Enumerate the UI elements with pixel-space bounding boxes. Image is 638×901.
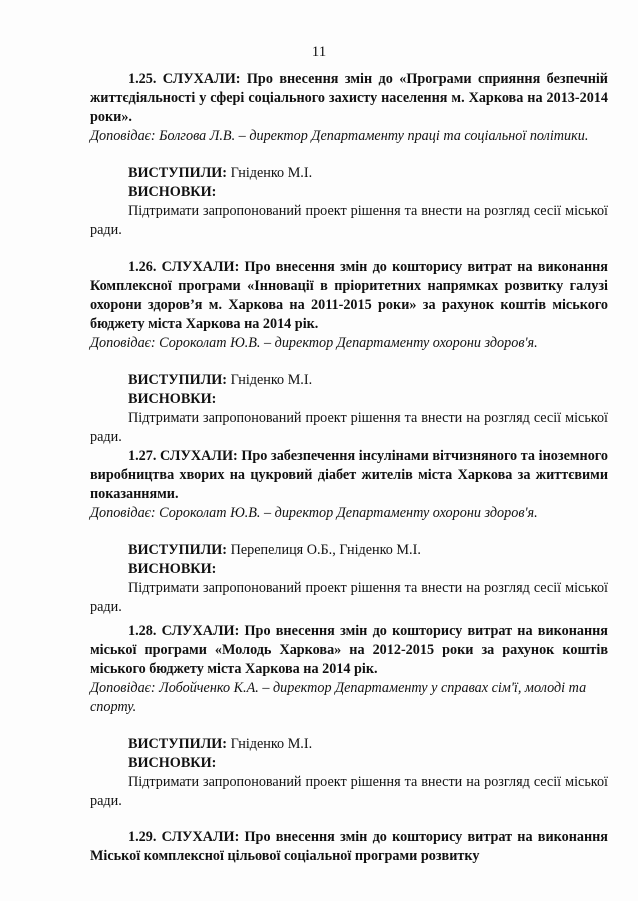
spoke-label: ВИСТУПИЛИ: xyxy=(128,372,228,388)
report-label: Доповідає: xyxy=(90,335,156,351)
report-line xyxy=(90,504,608,523)
report-line xyxy=(90,334,608,353)
agenda-item-1-27 xyxy=(90,447,608,617)
spoke-names: Гніденко М.І. xyxy=(230,165,313,181)
heard-text: 1.26. СЛУХАЛИ: Про внесення змін до кошторису витрат на виконання Комплексної програми «Інновації в пріоритетних напрямках розвитку галузі охорони здоров’я м. Харкова на 2011-2015 роки» за рахунок коштів міського бюджету міста Харкова на 2014 рік. xyxy=(90,259,608,332)
report-text: Сороколат Ю.В. – директор Департаменту охорони здоров'я. xyxy=(159,505,538,521)
heard-text: 1.28. СЛУХАЛИ: Про внесення змін до кошторису витрат на виконання міської програми «Молодь Харкова» на 2012-2015 роки за рахунок коштів міського бюджету міста Харкова на 2014 рік. xyxy=(90,623,608,677)
conclusions-label: ВИСНОВКИ: xyxy=(128,561,217,577)
spoke-names: Гніденко М.І. xyxy=(230,372,313,388)
report-line xyxy=(90,679,608,717)
heard-text: 1.25. СЛУХАЛИ: Про внесення змін до «Програми сприяння безпечній життєдіяльності у сфері соціального захисту населення м. Харкова на 2013-2014 роки». xyxy=(90,71,608,125)
heard-text: 1.27. СЛУХАЛИ: Про забезпечення інсулінами вітчизняного та іноземного виробництва хворих на цукровий діабет жителів міста Харкова за життєвими показаннями. xyxy=(90,448,608,502)
report-label: Доповідає: xyxy=(90,680,156,696)
report-label: Доповідає: xyxy=(90,505,156,521)
heard-text: 1.29. СЛУХАЛИ: Про внесення змін до кошторису витрат на виконання Міської комплексної цільової соціальної програми розвитку xyxy=(90,829,608,864)
spoke-line xyxy=(90,164,608,183)
agenda-item-1-28 xyxy=(90,622,608,811)
agenda-item-1-26 xyxy=(90,258,608,447)
decision-text: Підтримати запропонований проект рішення та внести на розгляд сесії міської ради. xyxy=(90,580,608,615)
spoke-label: ВИСТУПИЛИ: xyxy=(128,165,228,181)
report-line xyxy=(90,127,608,146)
agenda-item-1-25 xyxy=(90,70,608,240)
report-text: Болгова Л.В. – директор Департаменту праці та соціальної політики. xyxy=(159,128,589,144)
report-text: Лобойченко К.А. – директор Департаменту у справах сім'ї, молоді та спорту. xyxy=(90,680,587,715)
decision-text: Підтримати запропонований проект рішення та внести на розгляд сесії міської ради. xyxy=(90,410,608,445)
conclusions-label: ВИСНОВКИ: xyxy=(128,391,217,407)
agenda-item-1-29 xyxy=(90,828,608,866)
decision-text: Підтримати запропонований проект рішення та внести на розгляд сесії міської ради. xyxy=(90,774,608,809)
report-text: Сороколат Ю.В. – директор Департаменту охорони здоров'я. xyxy=(159,335,538,351)
spoke-line xyxy=(90,735,608,754)
conclusions-label: ВИСНОВКИ: xyxy=(128,184,217,200)
conclusions-label: ВИСНОВКИ: xyxy=(128,755,217,771)
spoke-label: ВИСТУПИЛИ: xyxy=(128,736,228,752)
spoke-names: Перепелиця О.Б., Гніденко М.І. xyxy=(230,542,421,558)
spoke-label: ВИСТУПИЛИ: xyxy=(128,542,228,558)
spoke-line xyxy=(90,371,608,390)
page-number: 11 xyxy=(311,44,327,60)
spoke-names: Гніденко М.І. xyxy=(230,736,313,752)
spoke-line xyxy=(90,541,608,560)
report-label: Доповідає: xyxy=(90,128,156,144)
decision-text: Підтримати запропонований проект рішення та внести на розгляд сесії міської ради. xyxy=(90,203,608,238)
